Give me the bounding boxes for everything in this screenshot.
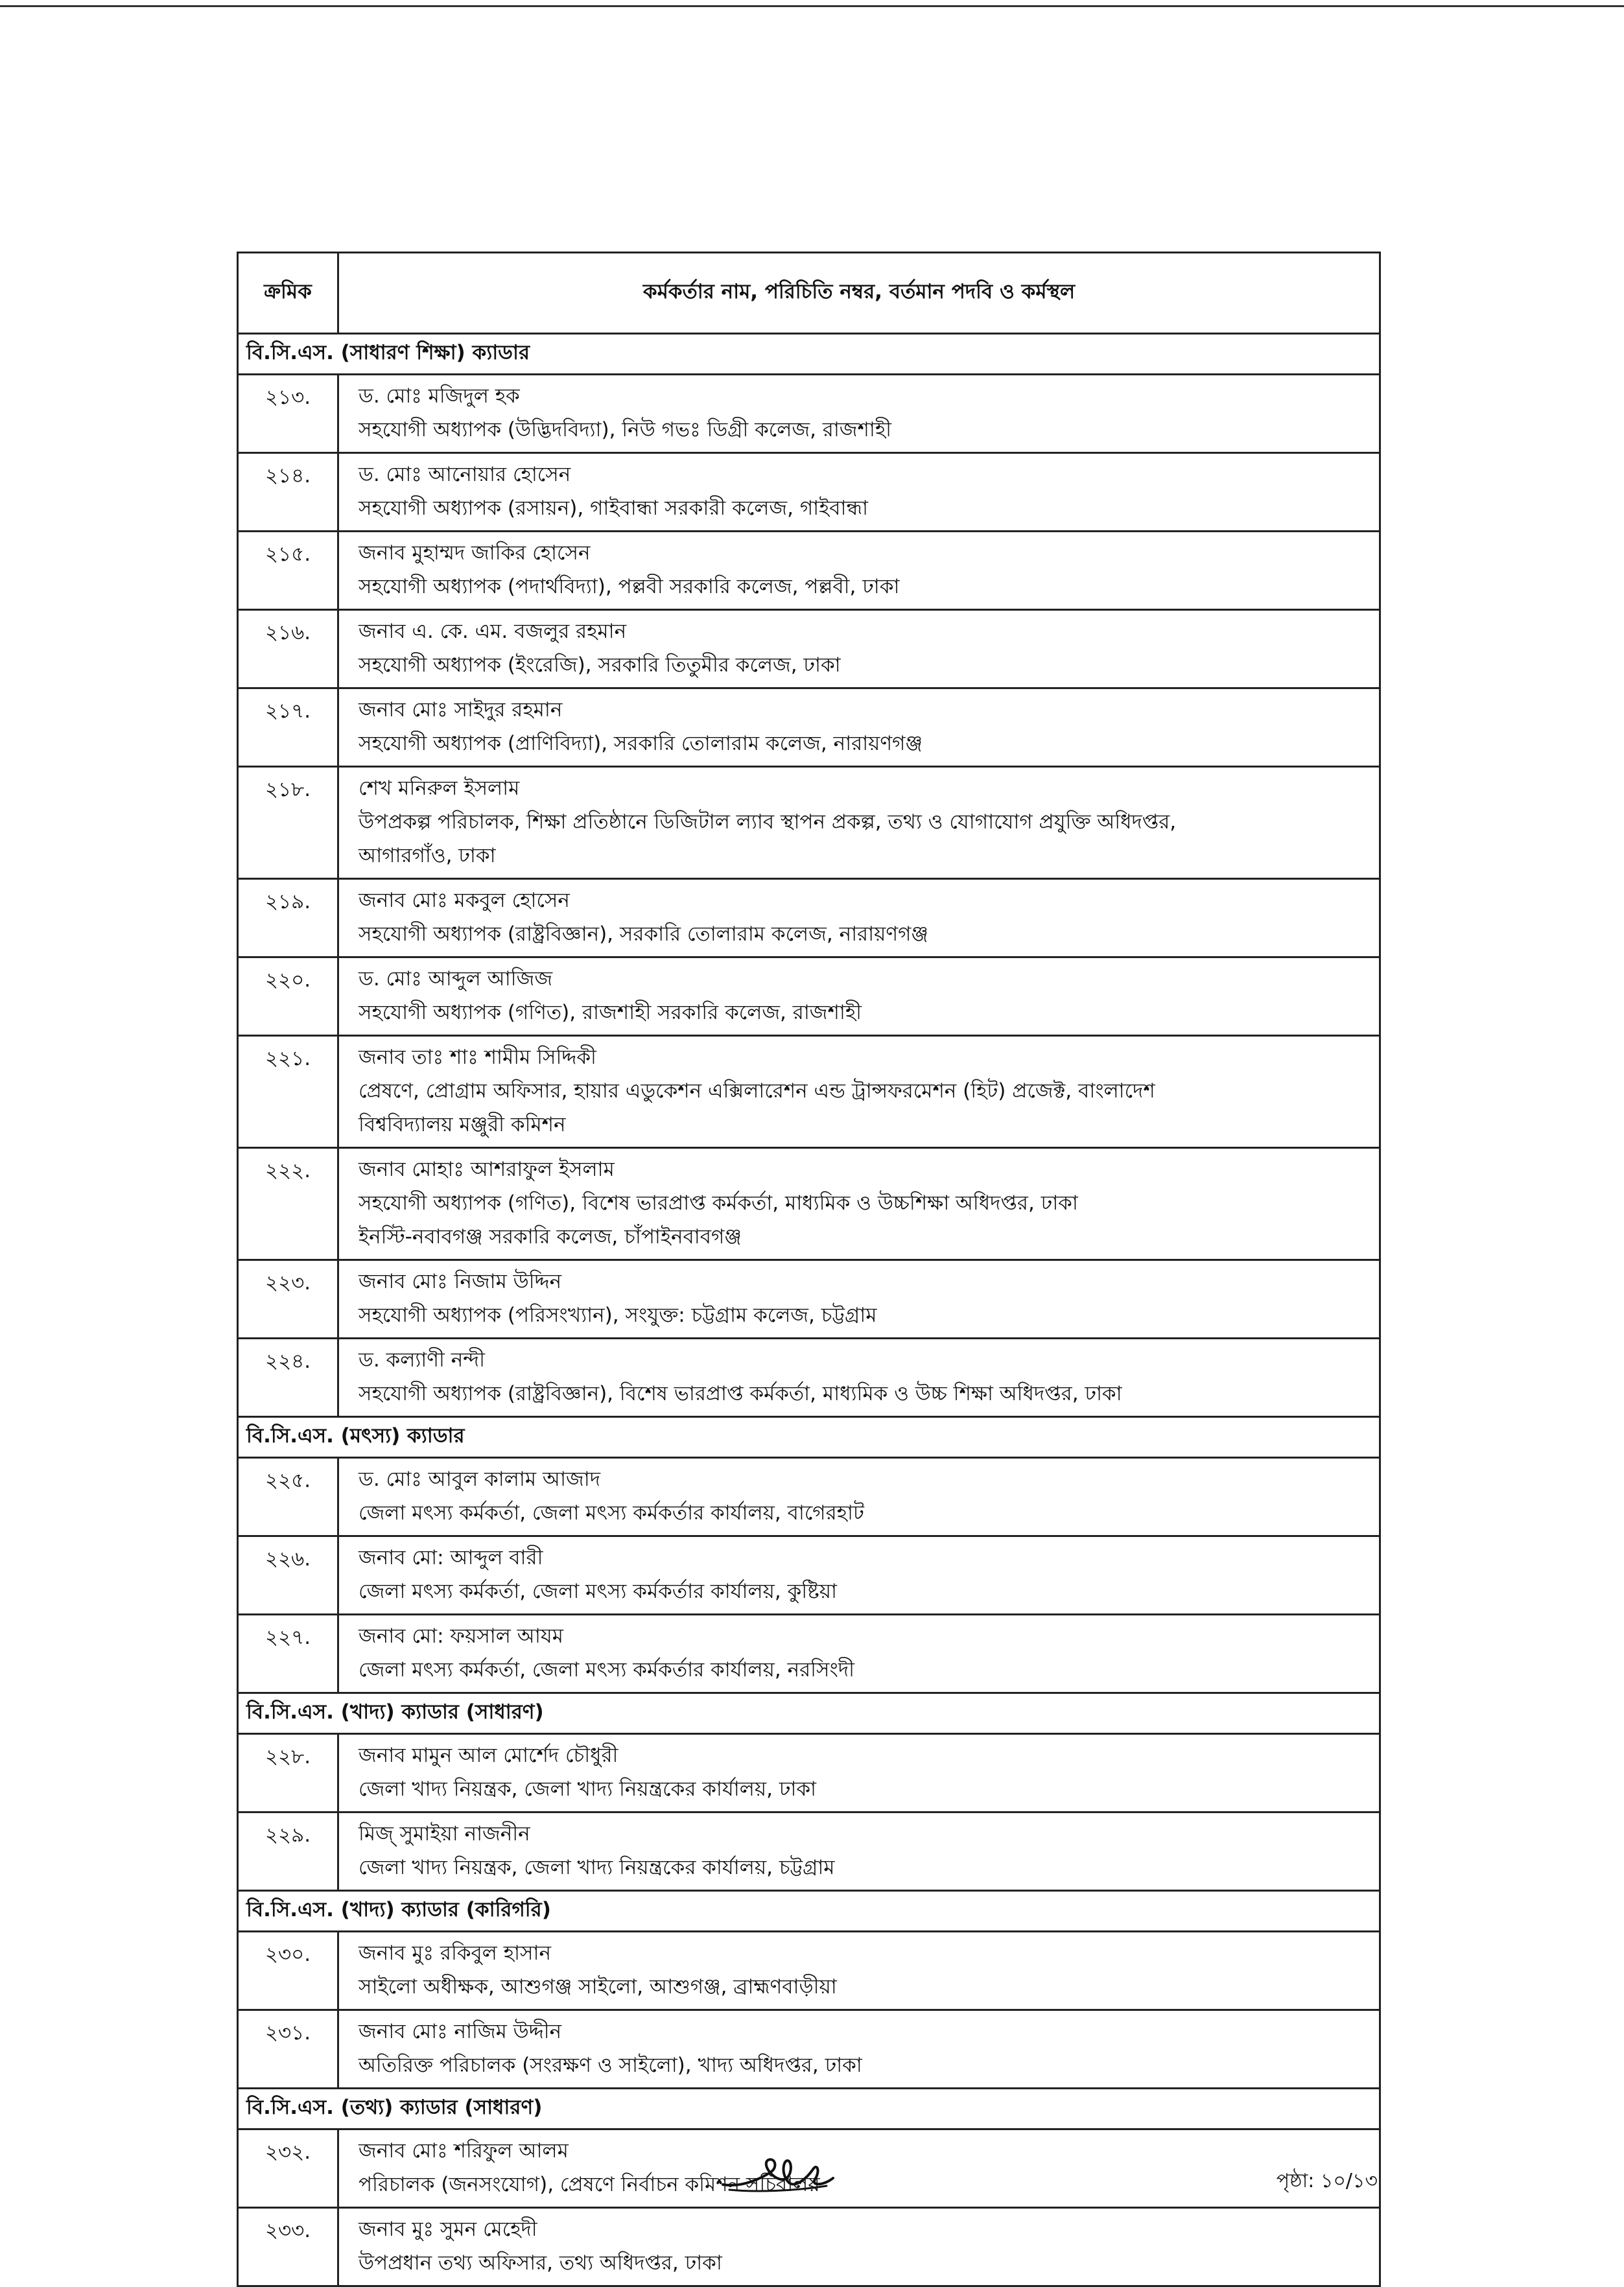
- officer-details: [338, 1260, 1380, 1339]
- serial-number: ২২২.: [238, 1148, 338, 1260]
- top-border-line: [0, 5, 1624, 7]
- officer-position: সহযোগী অধ্যাপক (গণিত), রাজশাহী সরকারি কলেজ, রাজশাহী: [359, 1001, 862, 1024]
- officer-name: ড. মোঃ আনোয়ার হোসেন: [359, 463, 571, 486]
- officer-name: জনাব এ. কে. এম. বজলুর রহমান: [359, 620, 627, 643]
- officer-position: জেলা মৎস্য কর্মকর্তা, জেলা মৎস্য কর্মকর্তার কার্যালয়, বাগেরহাট: [359, 1501, 864, 1525]
- officer-name: ড. মোঃ আবুল কালাম আজাদ: [359, 1468, 601, 1491]
- table-header-row: [238, 253, 1380, 334]
- table-row: [238, 375, 1380, 453]
- officer-name: জনাব মুঃ রকিবুল হাসান: [359, 1941, 551, 1965]
- table-row: [238, 688, 1380, 767]
- table-row: [238, 1932, 1380, 2010]
- officer-position: জেলা মৎস্য কর্মকর্তা, জেলা মৎস্য কর্মকর্তার কার্যালয়, নরসিংদী: [359, 1658, 855, 1682]
- officer-details: [338, 1458, 1380, 1536]
- officer-name: জনাব মোঃ নাজিম উদ্দীন: [359, 2020, 562, 2043]
- officer-name: ড. কল্যাণী নন্দী: [359, 1348, 486, 1372]
- table-row: [238, 1458, 1380, 1536]
- table-row: [238, 879, 1380, 957]
- officer-name: জনাব তাঃ শাঃ শামীম সিদ্দিকী: [359, 1046, 596, 1069]
- officer-position: জেলা মৎস্য কর্মকর্তা, জেলা মৎস্য কর্মকর্তার কার্যালয়, কুষ্টিয়া: [359, 1580, 837, 1603]
- serial-number: ২৩৩.: [238, 2208, 338, 2286]
- officer-position: সাইলো অধীক্ষক, আশুগঞ্জ সাইলো, আশুগঞ্জ, ব্রাহ্মণবাড়ীয়া: [359, 1975, 837, 1999]
- serial-number: ২৩২.: [238, 2129, 338, 2208]
- header-serial: ক্রমিক: [238, 253, 338, 334]
- table-row: [238, 1812, 1380, 1891]
- serial-number: ২২৮.: [238, 1734, 338, 1812]
- table-row: [238, 1615, 1380, 1693]
- officer-list-table: [237, 252, 1381, 2287]
- serial-number: ২২৬.: [238, 1536, 338, 1615]
- officer-details: [338, 957, 1380, 1036]
- officer-details: [338, 1536, 1380, 1615]
- officer-details: [338, 1615, 1380, 1693]
- cadre-heading: বি.সি.এস. (খাদ্য) ক্যাডার (কারিগরি): [238, 1891, 1380, 1932]
- page-footer: [0, 2152, 1624, 2204]
- cadre-row: [238, 1693, 1380, 1734]
- table-row: [238, 610, 1380, 688]
- table-row: [238, 957, 1380, 1036]
- serial-number: ২৩১.: [238, 2010, 338, 2089]
- table-body: [238, 334, 1380, 2286]
- serial-number: ২১৩.: [238, 375, 338, 453]
- officer-position: সহযোগী অধ্যাপক (রাষ্ট্রবিজ্ঞান), সরকারি তোলারাম কলেজ, নারায়ণগঞ্জ: [359, 922, 928, 946]
- serial-number: ২১৮.: [238, 767, 338, 879]
- serial-number: ২২৫.: [238, 1458, 338, 1536]
- table-row: [238, 453, 1380, 532]
- officer-name: জনাব মামুন আল মোর্শেদ চৌধুরী: [359, 1744, 618, 1767]
- officer-details: [338, 879, 1380, 957]
- officer-details: [338, 2010, 1380, 2089]
- cadre-heading: বি.সি.এস. (মৎস্য) ক্যাডার: [238, 1417, 1380, 1458]
- officer-details: [338, 1734, 1380, 1812]
- serial-number: ২২৯.: [238, 1812, 338, 1891]
- serial-number: ২২৩.: [238, 1260, 338, 1339]
- officer-details: [338, 1148, 1380, 1260]
- officer-position: সহযোগী অধ্যাপক (গণিত), বিশেষ ভারপ্রাপ্ত কর্মকর্তা, মাধ্যমিক ও উচ্চশিক্ষা অধিদপ্তর, ঢাকা: [359, 1191, 1078, 1215]
- officer-name: ড. মোঃ মজিদুল হক: [359, 384, 520, 408]
- table-row: [238, 1036, 1380, 1148]
- cadre-row: [238, 1417, 1380, 1458]
- officer-name: জনাব মোঃ সাইদুর রহমান: [359, 698, 563, 721]
- officer-name: জনাব মোহাঃ আশরাফুল ইসলাম: [359, 1158, 615, 1181]
- officer-position: সহযোগী অধ্যাপক (উদ্ভিদবিদ্যা), নিউ গভঃ ডিগ্রী কলেজ, রাজশাহী: [359, 418, 892, 441]
- officer-position: জেলা খাদ্য নিয়ন্ত্রক, জেলা খাদ্য নিয়ন্ত্রকের কার্যালয়, চট্টগ্রাম: [359, 1856, 835, 1879]
- table-row: [238, 1734, 1380, 1812]
- officer-details: [338, 453, 1380, 532]
- table-row: [238, 532, 1380, 610]
- officer-details: [338, 610, 1380, 688]
- serial-number: ২২০.: [238, 957, 338, 1036]
- officer-name: জনাব মোঃ মকবুল হোসেন: [359, 889, 570, 912]
- officer-position: প্রেষণে, প্রোগ্রাম অফিসার, হায়ার এডুকেশন এক্সিলারেশন এন্ড ট্রান্সফরমেশন (হিট) প্রজেক্ট, বাংলাদেশ: [359, 1079, 1155, 1103]
- table-row: [238, 1536, 1380, 1615]
- serial-number: ২১৬.: [238, 610, 338, 688]
- officer-position: উপপ্রধান তথ্য অফিসার, তথ্য অধিদপ্তর, ঢাকা: [359, 2251, 722, 2275]
- officer-position: সহযোগী অধ্যাপক (পদার্থবিদ্যা), পল্লবী সরকারি কলেজ, পল্লবী, ঢাকা: [359, 575, 900, 598]
- officer-position: অতিরিক্ত পরিচালক (সংরক্ষণ ও সাইলো), খাদ্য অধিদপ্তর, ঢাকা: [359, 2054, 862, 2077]
- table-row: [238, 2208, 1380, 2286]
- page-number: পৃষ্ঠা: ১০/১৩: [1276, 2170, 1378, 2192]
- signature-mark: [716, 2152, 840, 2198]
- officer-details: [338, 1812, 1380, 1891]
- officer-name: জনাব মো: ফয়সাল আযম: [359, 1624, 563, 1648]
- officer-details: [338, 2208, 1380, 2286]
- officer-details: [338, 375, 1380, 453]
- serial-number: ২১৪.: [238, 453, 338, 532]
- cadre-row: [238, 334, 1380, 375]
- officer-position: সহযোগী অধ্যাপক (ইংরেজি), সরকারি তিতুমীর কলেজ, ঢাকা: [359, 653, 841, 677]
- serial-number: ২২৭.: [238, 1615, 338, 1693]
- table-row: [238, 2010, 1380, 2089]
- officer-name: জনাব মুঃ সুমন মেহেদী: [359, 2218, 537, 2241]
- table-row: [238, 1148, 1380, 1260]
- cadre-row: [238, 1891, 1380, 1932]
- officer-position: সহযোগী অধ্যাপক (পরিসংখ্যান), সংযুক্ত: চট্টগ্রাম কলেজ, চট্টগ্রাম: [359, 1304, 877, 1327]
- serial-number: ২১৫.: [238, 532, 338, 610]
- officer-position: সহযোগী অধ্যাপক (রসায়ন), গাইবান্ধা সরকারী কলেজ, গাইবান্ধা: [359, 497, 869, 520]
- officer-details: [338, 688, 1380, 767]
- cadre-heading: বি.সি.এস. (খাদ্য) ক্যাডার (সাধারণ): [238, 1693, 1380, 1734]
- cadre-heading: বি.সি.এস. (সাধারণ শিক্ষা) ক্যাডার: [238, 334, 1380, 375]
- serial-number: ২৩০.: [238, 1932, 338, 2010]
- officer-details: [338, 767, 1380, 879]
- table-row: [238, 1260, 1380, 1339]
- officer-name: শেখ মনিরুল ইসলাম: [359, 777, 520, 800]
- officer-details: [338, 532, 1380, 610]
- officer-name: জনাব মুহাম্মদ জাকির হোসেন: [359, 541, 591, 565]
- officer-position: আগারগাঁও, ঢাকা: [359, 844, 496, 867]
- serial-number: ২১৭.: [238, 688, 338, 767]
- officer-position: বিশ্ববিদ্যালয় মঞ্জুরী কমিশন: [359, 1113, 566, 1136]
- officer-name: জনাব মো: আব্দুল বারী: [359, 1546, 543, 1569]
- officer-position: উপপ্রকল্প পরিচালক, শিক্ষা প্রতিষ্ঠানে ডিজিটাল ল্যাব স্থাপন প্রকল্প, তথ্য ও যোগাযোগ প্রযুক্তি অধিদপ্তর,: [359, 810, 1177, 834]
- table-row: [238, 767, 1380, 879]
- officer-name: জনাব মোঃ নিজাম উদ্দিন: [359, 1270, 562, 1293]
- serial-number: ২২৪.: [238, 1339, 338, 1417]
- officer-position: জেলা খাদ্য নিয়ন্ত্রক, জেলা খাদ্য নিয়ন্ত্রকের কার্যালয়, ঢাকা: [359, 1777, 817, 1801]
- table-row: [238, 1339, 1380, 1417]
- cadre-row: [238, 2089, 1380, 2129]
- officer-position: ইনস্টি-নবাবগঞ্জ সরকারি কলেজ, চাঁপাইনবাবগঞ্জ: [359, 1225, 742, 1249]
- header-details: কর্মকর্তার নাম, পরিচিতি নম্বর, বর্তমান পদবি ও কর্মস্থল: [338, 253, 1380, 334]
- officer-name: মিজ্ সুমাইয়া নাজনীন: [359, 1822, 530, 1846]
- officer-name: জনাব মোঃ শরিফুল আলম: [359, 2139, 569, 2163]
- officer-details: [338, 1036, 1380, 1148]
- serial-number: ২১৯.: [238, 879, 338, 957]
- officer-position: পরিচালক (জনসংযোগ), প্রেষণে নির্বাচন কমিশন সচিবালয়: [359, 2173, 820, 2196]
- serial-number: ২২১.: [238, 1036, 338, 1148]
- cadre-heading: বি.সি.এস. (তথ্য) ক্যাডার (সাধারণ): [238, 2089, 1380, 2129]
- officer-position: সহযোগী অধ্যাপক (রাষ্ট্রবিজ্ঞান), বিশেষ ভারপ্রাপ্ত কর্মকর্তা, মাধ্যমিক ও উচ্চ শিক্ষা অধিদপ্তর, ঢাকা: [359, 1382, 1122, 1405]
- officer-details: [338, 1339, 1380, 1417]
- officer-position: সহযোগী অধ্যাপক (প্রাণিবিদ্যা), সরকারি তোলারাম কলেজ, নারায়ণগঞ্জ: [359, 732, 923, 755]
- officer-details: [338, 1932, 1380, 2010]
- officer-name: ড. মোঃ আব্দুল আজিজ: [359, 967, 553, 991]
